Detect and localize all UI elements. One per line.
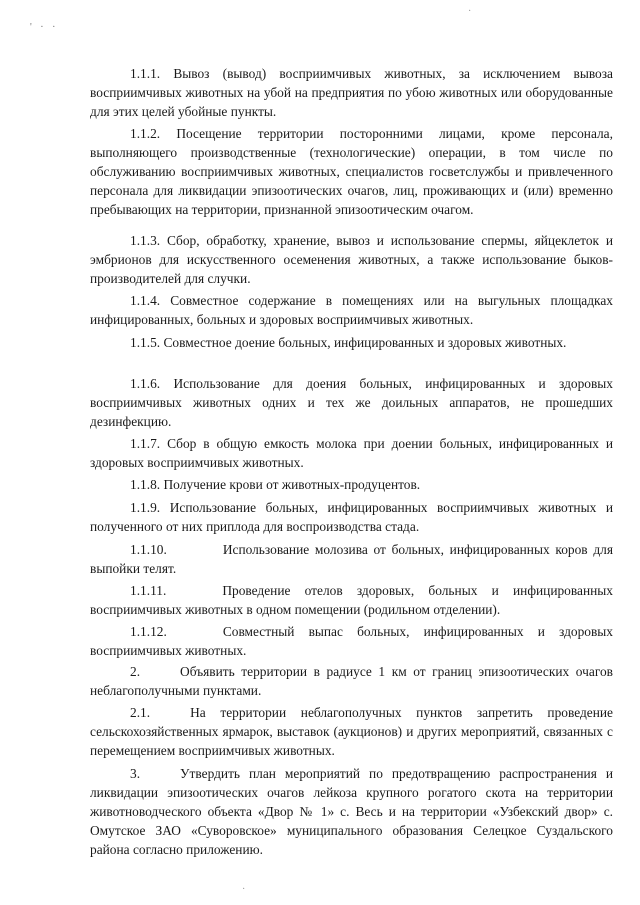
paragraph-text: Посещение территории посторонними лицами, кроме персонала, выполняющего производственные (технологические) операции, в том числе по обслуживанию восприимчивых животных, специалистов госветслужбы и привлеченного персонала для ликвидации эпизоотических очагов, лиц, проживающих и (или) временно пребывающих на территории, признанной эпизоотическим очагом.: [90, 126, 613, 217]
paragraph-number: 1.1.9.: [130, 500, 161, 515]
paragraph-number: 1.1.7.: [130, 436, 161, 451]
paragraph-text: Утвердить план мероприятий по предотвращению распространения и ликвидации эпизоотических очагов лейкоза крупного рогатого скота на территории животноводческого объекта «Двор № 1» с. Весь и на территории «Узбекский двор» с. Омутское ЗАО «Суворовское» муниципального образования Селецкое Суздальского района согласно приложению.: [90, 766, 613, 857]
paragraph-2: [90, 662, 613, 700]
paragraph-text: Объявить территории в радиусе 1 км от границ эпизоотических очагов неблагополучными пунктами.: [90, 664, 613, 698]
paragraph-1-1-1: [90, 64, 613, 121]
paragraph-3: [90, 764, 613, 859]
scan-artifact-dot: ·: [468, 6, 472, 17]
paragraph-text: Проведение отелов здоровых, больных и инфицированных восприимчивых животных в одном помещении (родильном отделении).: [90, 583, 613, 617]
paragraph-number: 1.1.3.: [130, 233, 161, 248]
paragraph-number: 1.1.1.: [130, 66, 161, 81]
paragraph-number: 1.1.10.: [130, 542, 167, 557]
paragraph-1-1-7: [90, 434, 613, 472]
paragraph-number: 1.1.12.: [130, 624, 167, 639]
paragraph-1-1-5: [90, 333, 613, 352]
paragraph-number: 2.1.: [130, 705, 151, 720]
paragraph-number: 2.: [130, 664, 141, 679]
paragraph-1-1-11: [90, 581, 613, 619]
paragraph-text: Совместное содержание в помещениях или на выгульных площадках инфицированных, больных и здоровых восприимчивых животных.: [90, 293, 613, 327]
paragraph-1-1-2: [90, 124, 613, 219]
paragraph-2-1: [90, 703, 613, 760]
paragraph-number: 1.1.11.: [130, 583, 167, 598]
paragraph-number: 1.1.5.: [130, 335, 161, 350]
paragraph-text: Использование для доения больных, инфицированных и здоровых восприимчивых животных одних и тех же доильных аппаратов, не прошедших дезинфекцию.: [90, 376, 613, 429]
paragraph-number: 1.1.4.: [130, 293, 161, 308]
paragraph-1-1-4: [90, 291, 613, 329]
paragraph-number: 1.1.8.: [130, 477, 161, 492]
paragraph-1-1-12: [90, 622, 613, 660]
paragraph-number: 1.1.2.: [130, 126, 161, 141]
paragraph-1-1-9: [90, 498, 613, 536]
paragraph-text: Сбор, обработку, хранение, вывоз и использование спермы, яйцеклеток и эмбрионов для искусственного осеменения животных, а также использование быков-производителей для случки.: [90, 233, 613, 286]
paragraph-1-1-6: [90, 374, 613, 431]
paragraph-text: Получение крови от животных-продуцентов.: [163, 477, 421, 492]
paragraph-number: 1.1.6.: [130, 376, 161, 391]
paragraph-text: Сбор в общую емкость молока при доении больных, инфицированных и здоровых восприимчивых животных.: [90, 436, 613, 470]
paragraph-1-1-10: [90, 540, 613, 578]
paragraph-1-1-3: [90, 231, 613, 288]
paragraph-text: Использование больных, инфицированных восприимчивых животных и полученного от них приплода для воспроизводства стада.: [90, 500, 613, 534]
paragraph-text: На территории неблагополучных пунктов запретить проведение сельскохозяйственных ярмарок, выставок (аукционов) и других мероприятий, связанных с перемещением восприимчивых животных.: [90, 705, 613, 758]
paragraph-text: Использование молозива от больных, инфицированных коров для выпойки телят.: [90, 542, 613, 576]
paragraph-text: Совместный выпас больных, инфицированных и здоровых восприимчивых животных.: [90, 624, 613, 658]
scan-artifact-marks: ' · ·: [30, 22, 59, 33]
paragraph-1-1-8: [90, 475, 613, 494]
paragraph-text: Вывоз (вывод) восприимчивых животных, за исключением вывоза восприимчивых животных на убой на предприятия по убою животных или оборудованные для этих целей убойные пункты.: [90, 66, 613, 119]
scan-artifact-dot: ·: [242, 884, 246, 895]
paragraph-number: 3.: [130, 766, 141, 781]
paragraph-text: Совместное доение больных, инфицированных и здоровых животных.: [163, 335, 567, 350]
